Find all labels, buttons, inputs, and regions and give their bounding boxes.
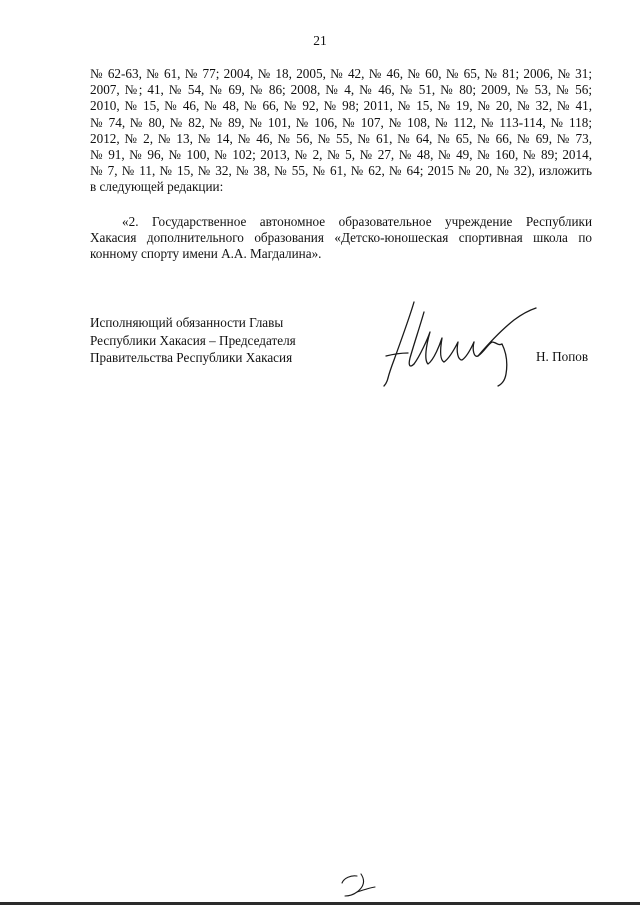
text-line: № 74, № 80, № 82, № 89, № 101, № 106, № 107, № 108, № 112, № 113-114, № 118; — [90, 114, 592, 130]
handwritten-mark — [335, 870, 380, 898]
signer-name: Н. Попов — [536, 349, 589, 364]
text-line: конному спорту имени А.А. Магдалина». — [90, 246, 322, 262]
text-line: Хакасия дополнительного образования «Детско-юношеская спортивная школа по — [90, 230, 592, 246]
page-number: 21 — [313, 33, 327, 48]
text-line: 2012, № 2, № 13, № 14, № 46, № 56, № 55, № 61, № 64, № 65, № 66, № 69, № 73, — [90, 130, 592, 146]
handwritten-signature — [380, 298, 555, 388]
quoted-paragraph — [90, 214, 592, 263]
text-line: в следующей редакции: — [90, 179, 224, 195]
signer-position-line: Правительства Республики Хакасия — [90, 350, 293, 365]
body-paragraph — [90, 66, 592, 196]
text-line: «2. Государственное автономное образовательное учреждение Республики — [122, 214, 592, 229]
text-line: № 91, № 96, № 100, № 102; 2013, № 2, № 5, № 27, № 48, № 49, № 160, № 89; 2014, — [90, 147, 592, 163]
text-line: № 7, № 11, № 15, № 32, № 38, № 55, № 61, № 62, № 64; 2015 № 20, № 32), изложить — [90, 163, 592, 179]
text-line: 2007, №; 41, № 54, № 69, № 86; 2008, № 4, № 46, № 51, № 80; 2009, № 53, № 56; — [90, 82, 592, 98]
signer-position — [90, 314, 296, 367]
signer-position-line: Республики Хакасия – Председателя — [90, 332, 296, 348]
signer-position-line: Исполняющий обязанности Главы — [90, 315, 284, 330]
text-line: № 62-63, № 61, № 77; 2004, № 18, 2005, № 42, № 46, № 60, № 65, № 81; 2006, № 31; — [90, 66, 592, 81]
text-line: 2010, № 15, № 46, № 48, № 66, № 92, № 98; 2011, № 15, № 19, № 20, № 32, № 41, — [90, 98, 592, 114]
